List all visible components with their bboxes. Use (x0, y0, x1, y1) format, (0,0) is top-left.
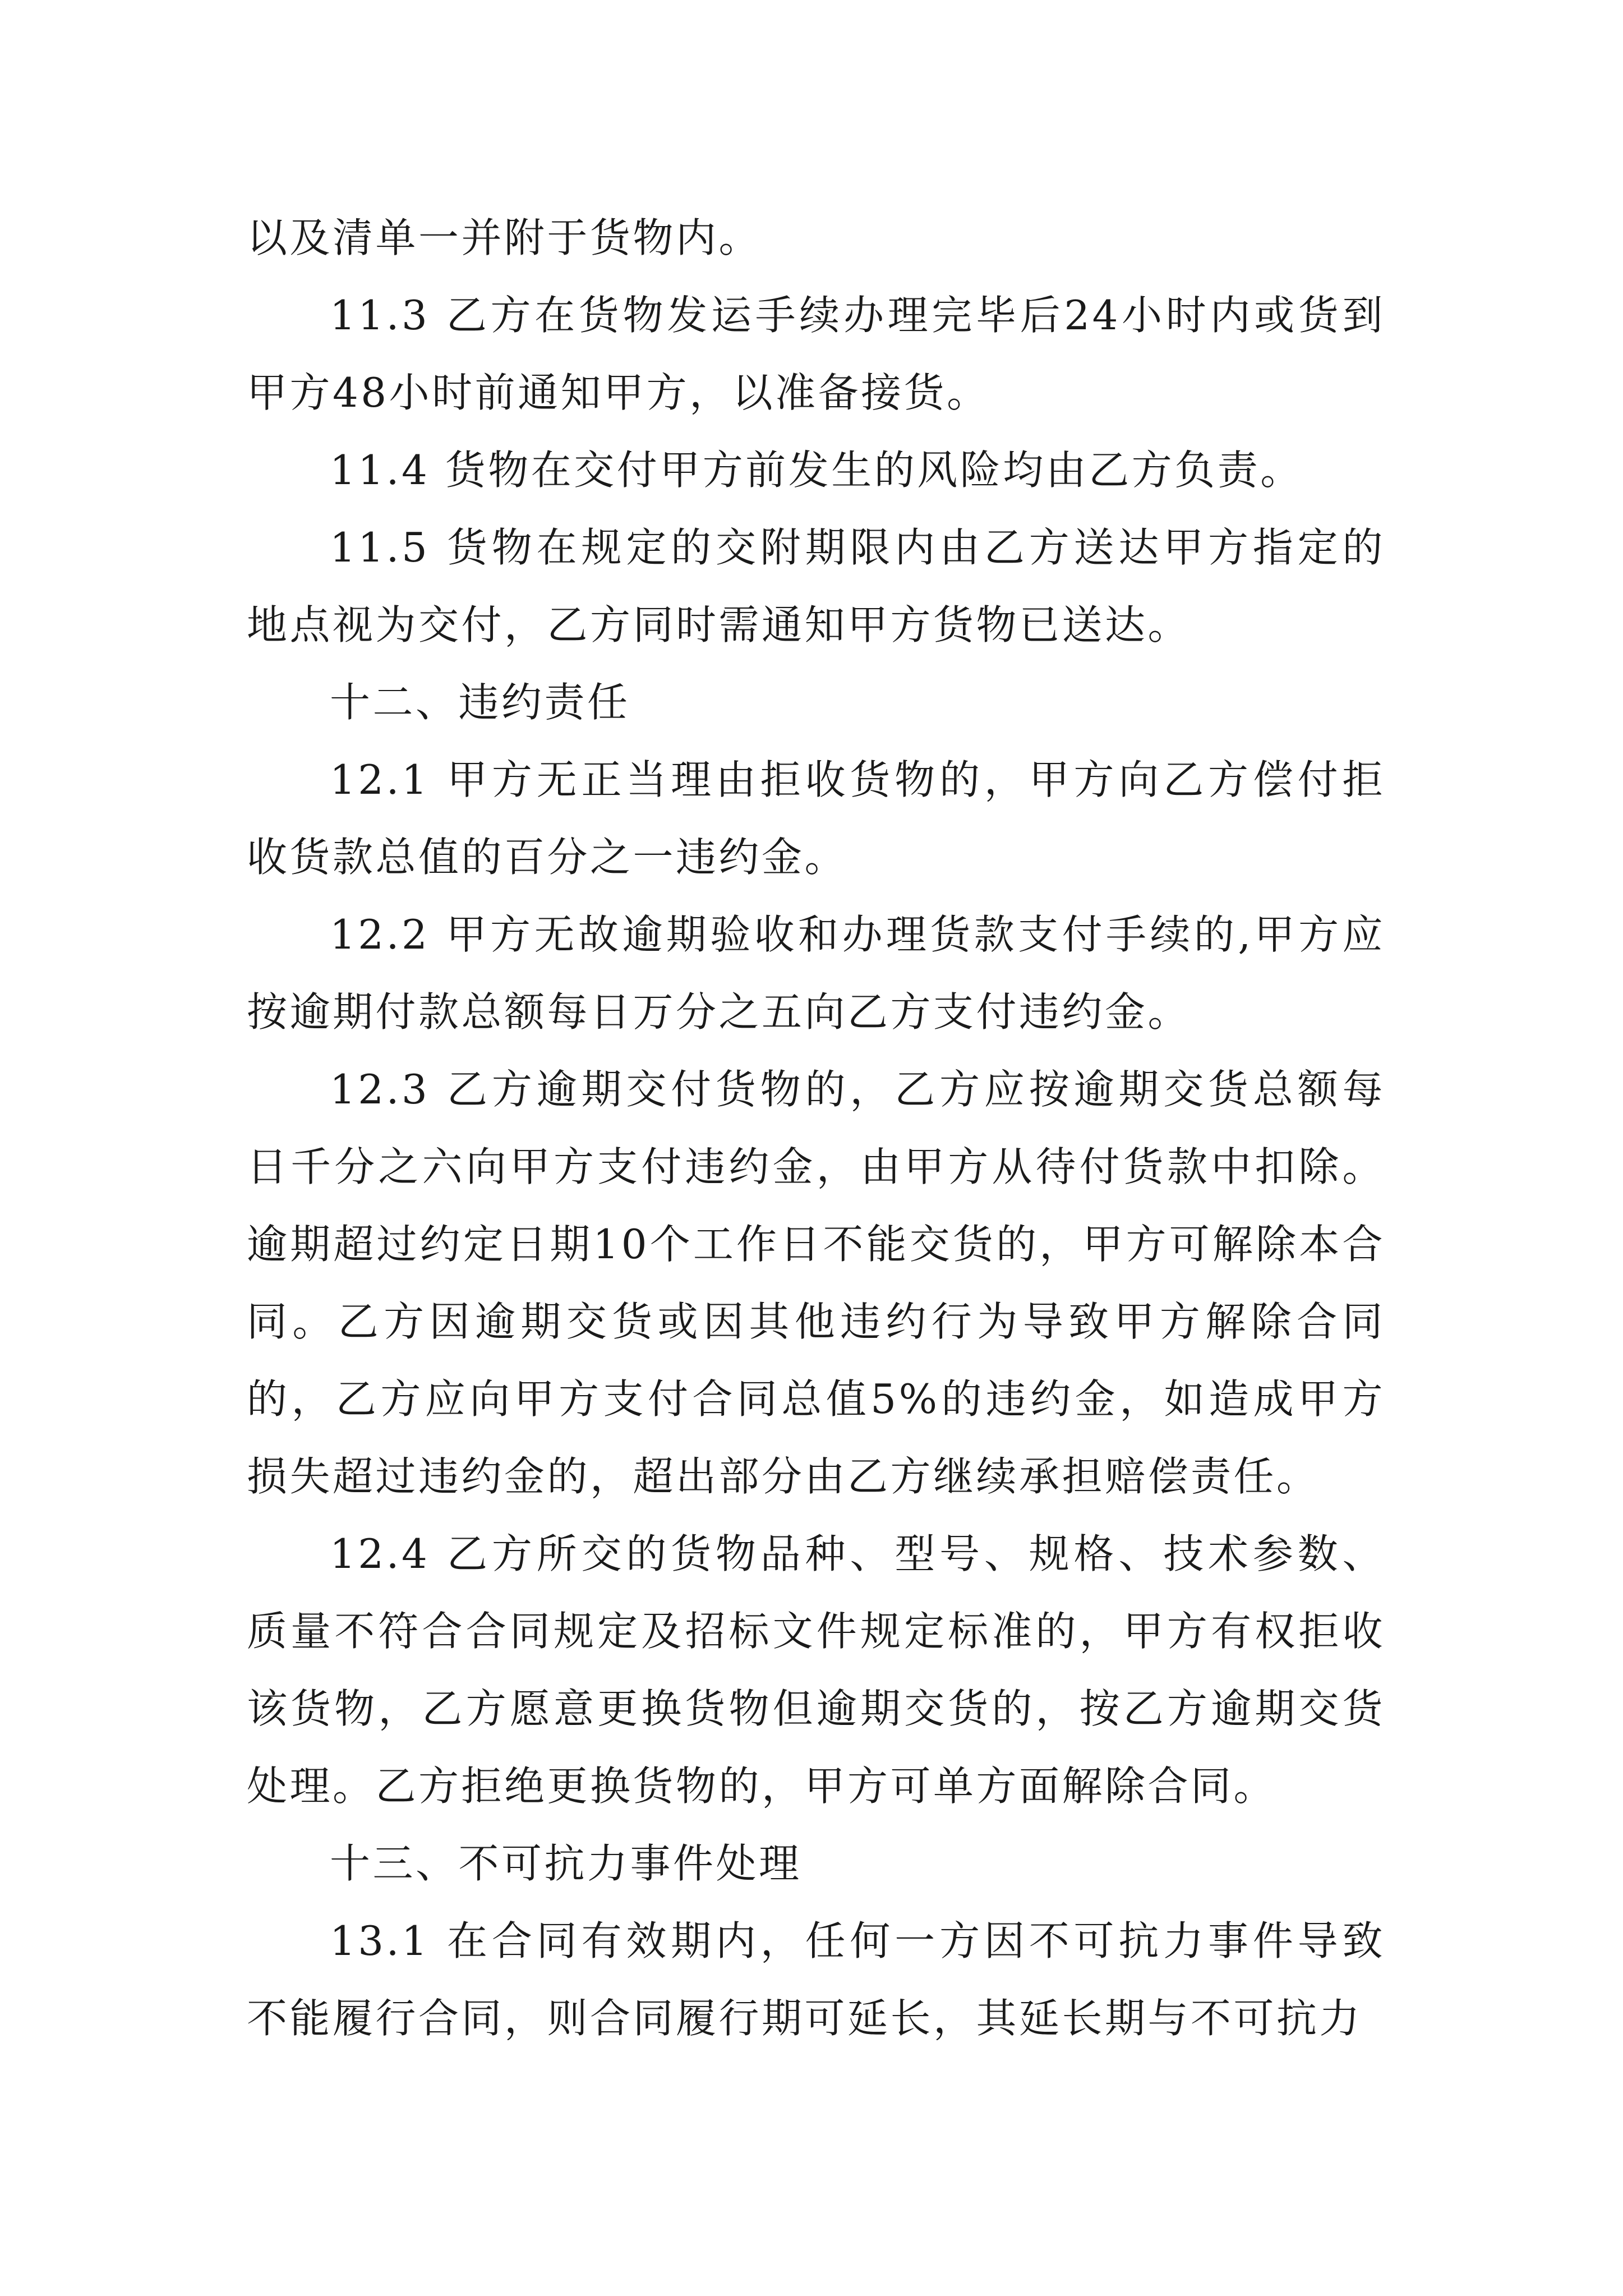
paragraph-13-1: 13.1 在合同有效期内，任何一方因不可抗力事件导致不能履行合同，则合同履行期可延长，其延长期与不可抗力 (247, 1917, 1385, 2042)
paragraph-12-2: 12.2 甲方无故逾期验收和办理货款支付手续的,甲方应按逾期付款总额每日万分之五向乙方支付违约金。 (247, 911, 1385, 1036)
section-heading-13: 十三、不可抗力事件处理 (330, 1840, 802, 1887)
paragraph-12-4: 12.4 乙方所交的货物品种、型号、规格、技术参数、质量不符合合同规定及招标文件规定标准的，甲方有权拒收该货物，乙方愿意更换货物但逾期交货的，按乙方逾期交货处理。乙方拒绝更换货物的，甲方可单方面解除合同。 (247, 1530, 1385, 1810)
paragraph-12-1: 12.1 甲方无正当理由拒收货物的，甲方向乙方偿付拒收货款总值的百分之一违约金。 (247, 756, 1385, 881)
paragraph-11-4: 11.4 货物在交付甲方前发生的风险均由乙方负责。 (330, 447, 1303, 494)
paragraph-12-3: 12.3 乙方逾期交付货物的，乙方应按逾期交货总额每日千分之六向甲方支付违约金，由甲方从待付货款中扣除。逾期超过约定日期10个工作日不能交货的，甲方可解除本合同。乙方因逾期交货或因其他违约行为导致甲方解除合同的，乙方应向甲方支付合同总值5%的违约金，如造成甲方损失超过违约金的，超出部分由乙方继续承担赔偿责任。 (247, 1066, 1385, 1500)
paragraph-continuation: 以及清单一并附于货物内。 (247, 214, 762, 261)
section-heading-12: 十二、违约责任 (330, 679, 630, 726)
paragraph-11-5: 11.5 货物在规定的交附期限内由乙方送达甲方指定的地点视为交付，乙方同时需通知甲方货物已送达。 (247, 524, 1385, 648)
paragraph-11-3: 11.3 乙方在货物发运手续办理完毕后24小时内或货到甲方48小时前通知甲方，以准备接货。 (247, 292, 1385, 416)
document-body (247, 199, 1385, 2057)
